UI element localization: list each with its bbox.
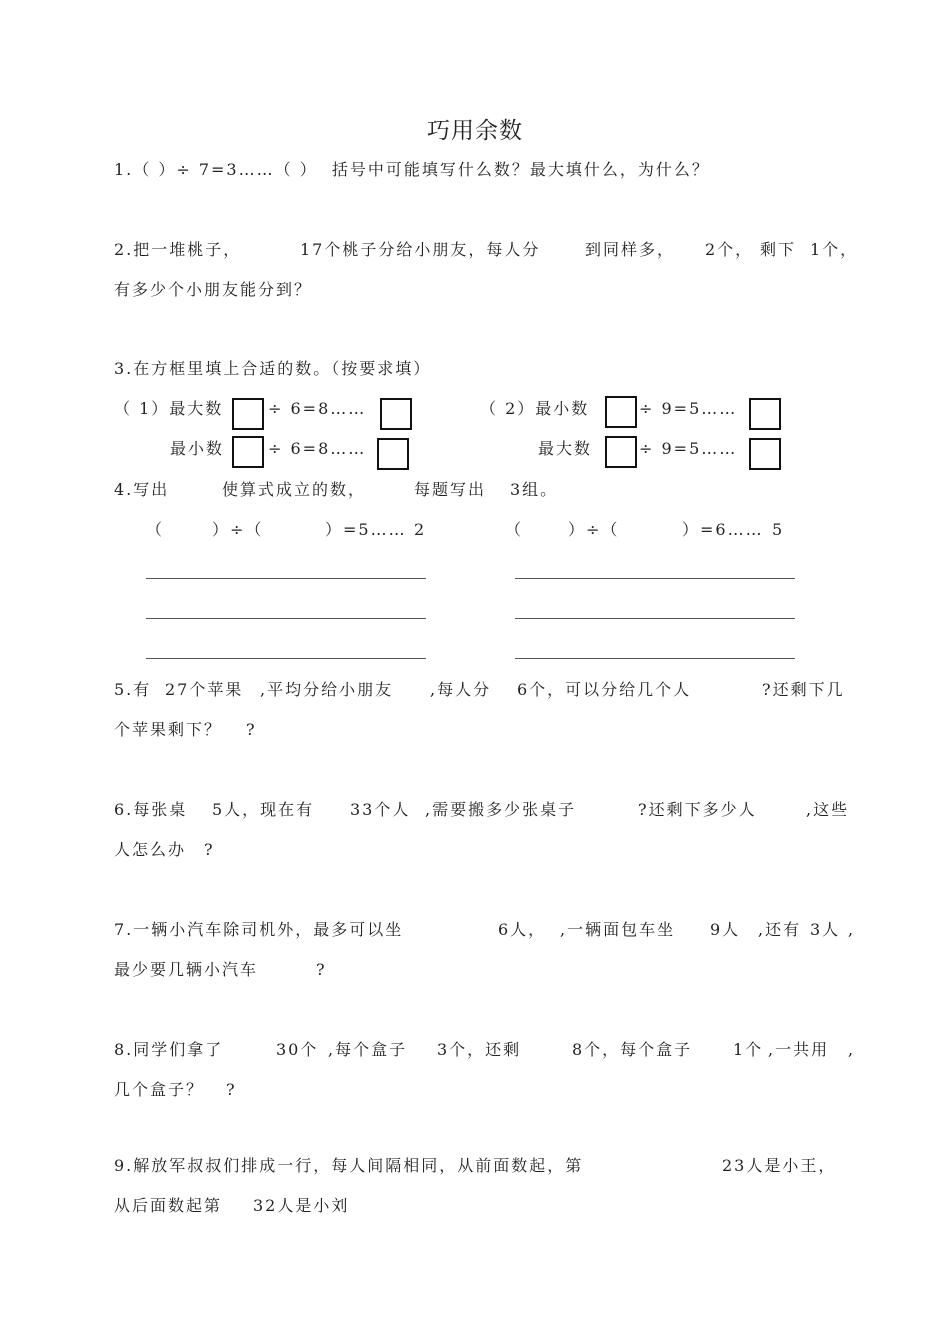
question-8-part: 几个盒子？ bbox=[114, 1080, 205, 1099]
answer-box[interactable] bbox=[380, 398, 412, 430]
question-2-part: 1个， bbox=[810, 240, 859, 259]
q3-row1-right-label: （ 2）最小数 bbox=[480, 399, 590, 418]
answer-line[interactable] bbox=[146, 658, 426, 659]
q4-right-eq-part: （ bbox=[505, 520, 524, 539]
question-9-part: 9.解放军叔叔们排成一行，每人间隔相同，从前面数起，第 bbox=[114, 1156, 584, 1175]
question-4-part: 使算式成立的数， bbox=[222, 480, 367, 499]
question-2-part: 2个， bbox=[705, 240, 754, 259]
answer-box[interactable] bbox=[232, 436, 264, 468]
question-2-part: 17个桃子分给小朋友，每人分 bbox=[300, 240, 541, 259]
q4-left-eq-part: 2 bbox=[414, 520, 427, 539]
question-5-part: 6个，可以分给几个人 bbox=[517, 680, 692, 699]
q3-row2-left-label: 最小数 bbox=[170, 439, 225, 458]
question-7-part: ? bbox=[316, 960, 327, 979]
answer-line[interactable] bbox=[515, 578, 795, 579]
q4-right-eq-part: ）=6…… bbox=[682, 520, 764, 539]
question-7-part: ,一辆面包车坐 bbox=[560, 920, 676, 939]
question-8-part: 1个 bbox=[733, 1040, 764, 1059]
question-6-part: 人怎么办 bbox=[114, 840, 187, 859]
question-5-part: ,平均分给小朋友 bbox=[260, 680, 394, 699]
question-5-part: ,每人分 bbox=[430, 680, 492, 699]
q3-row2-right-eq: ÷ 9=5…… bbox=[639, 439, 738, 458]
question-4-part: 3组。 bbox=[510, 480, 559, 499]
question-5-part: 27个苹果 bbox=[165, 680, 244, 699]
question-8-part: ,一共用 bbox=[768, 1040, 830, 1059]
question-7-part: , bbox=[848, 920, 856, 939]
question-6-part: ?还剩下多少人 bbox=[638, 800, 757, 819]
q3-row1-right-eq: ÷ 9=5…… bbox=[639, 399, 738, 418]
question-7-part: 6人， bbox=[498, 920, 547, 939]
q4-left-eq-part: ）=5…… bbox=[325, 520, 407, 539]
answer-box[interactable] bbox=[749, 398, 781, 430]
question-7-part: 9人 bbox=[710, 920, 741, 939]
q3-row2-right-label: 最大数 bbox=[538, 439, 593, 458]
question-4-part: 每题写出 bbox=[414, 480, 487, 499]
question-8-part: , bbox=[848, 1040, 856, 1059]
question-1: 1.（ ）÷ 7=3……（ ） 括号中可能填写什么数？最大填什么，为什么？ bbox=[114, 160, 710, 179]
answer-line[interactable] bbox=[515, 618, 795, 619]
question-2-part: 到同样多， bbox=[585, 240, 676, 259]
q3-row2-left-eq: ÷ 6=8…… bbox=[268, 439, 367, 458]
answer-box[interactable] bbox=[605, 436, 637, 468]
question-7-part: 7.一辆小汽车除司机外，最多可以坐 bbox=[114, 920, 404, 939]
question-9-part: 23人是小王， bbox=[722, 1156, 837, 1175]
page-title: 巧用余数 bbox=[427, 118, 523, 144]
question-6-part: ? bbox=[204, 840, 215, 859]
question-6-part: 33个人 bbox=[350, 800, 411, 819]
question-7-part: ,还有 bbox=[758, 920, 802, 939]
question-8-part: ? bbox=[226, 1080, 237, 1099]
q3-row1-left-label: （ 1）最大数 bbox=[114, 399, 224, 418]
q4-left-eq-part: ）÷（ bbox=[212, 520, 264, 539]
answer-box[interactable] bbox=[749, 438, 781, 470]
question-5-part: 个苹果剩下？ bbox=[114, 720, 223, 739]
question-8-part: 8.同学们拿了 bbox=[114, 1040, 224, 1059]
question-8-part: 3个，还剩 bbox=[437, 1040, 522, 1059]
answer-line[interactable] bbox=[146, 578, 426, 579]
question-8-part: 30个 bbox=[276, 1040, 319, 1059]
question-2-part: 有多少个小朋友能分到？ bbox=[114, 280, 313, 299]
question-4-part: 4.写出 bbox=[114, 480, 170, 499]
answer-box[interactable] bbox=[605, 396, 637, 428]
answer-box[interactable] bbox=[377, 438, 409, 470]
question-6-part: 5人，现在有 bbox=[212, 800, 315, 819]
question-8-part: ,每个盒子 bbox=[328, 1040, 408, 1059]
answer-line[interactable] bbox=[515, 658, 795, 659]
question-6-part: ,需要搬多少张桌子 bbox=[425, 800, 577, 819]
question-5-part: ? bbox=[246, 720, 257, 739]
question-7-part: 最少要几辆小汽车 bbox=[114, 960, 259, 979]
question-2-part: 2.把一堆桃子， bbox=[114, 240, 242, 259]
q4-right-eq-part: 5 bbox=[772, 520, 785, 539]
q3-row1-left-eq: ÷ 6=8…… bbox=[268, 399, 367, 418]
question-6-part: ,这些 bbox=[806, 800, 850, 819]
question-7-part: 3人 bbox=[810, 920, 841, 939]
question-3: 3.在方框里填上合适的数。（按要求填） bbox=[114, 359, 432, 378]
q4-right-eq-part: ）÷（ bbox=[568, 520, 620, 539]
q4-left-eq-part: （ bbox=[146, 520, 165, 539]
question-5-part: 5.有 bbox=[114, 680, 152, 699]
question-8-part: 8个，每个盒子 bbox=[572, 1040, 693, 1059]
question-9-part: 32人是小刘 bbox=[253, 1196, 350, 1215]
answer-box[interactable] bbox=[232, 398, 264, 430]
question-6-part: 6.每张桌 bbox=[114, 800, 188, 819]
question-9-part: 从后面数起第 bbox=[114, 1196, 223, 1215]
question-2-part: 剩下 bbox=[760, 240, 797, 259]
question-5-part: ?还剩下几 bbox=[762, 680, 845, 699]
answer-line[interactable] bbox=[146, 618, 426, 619]
